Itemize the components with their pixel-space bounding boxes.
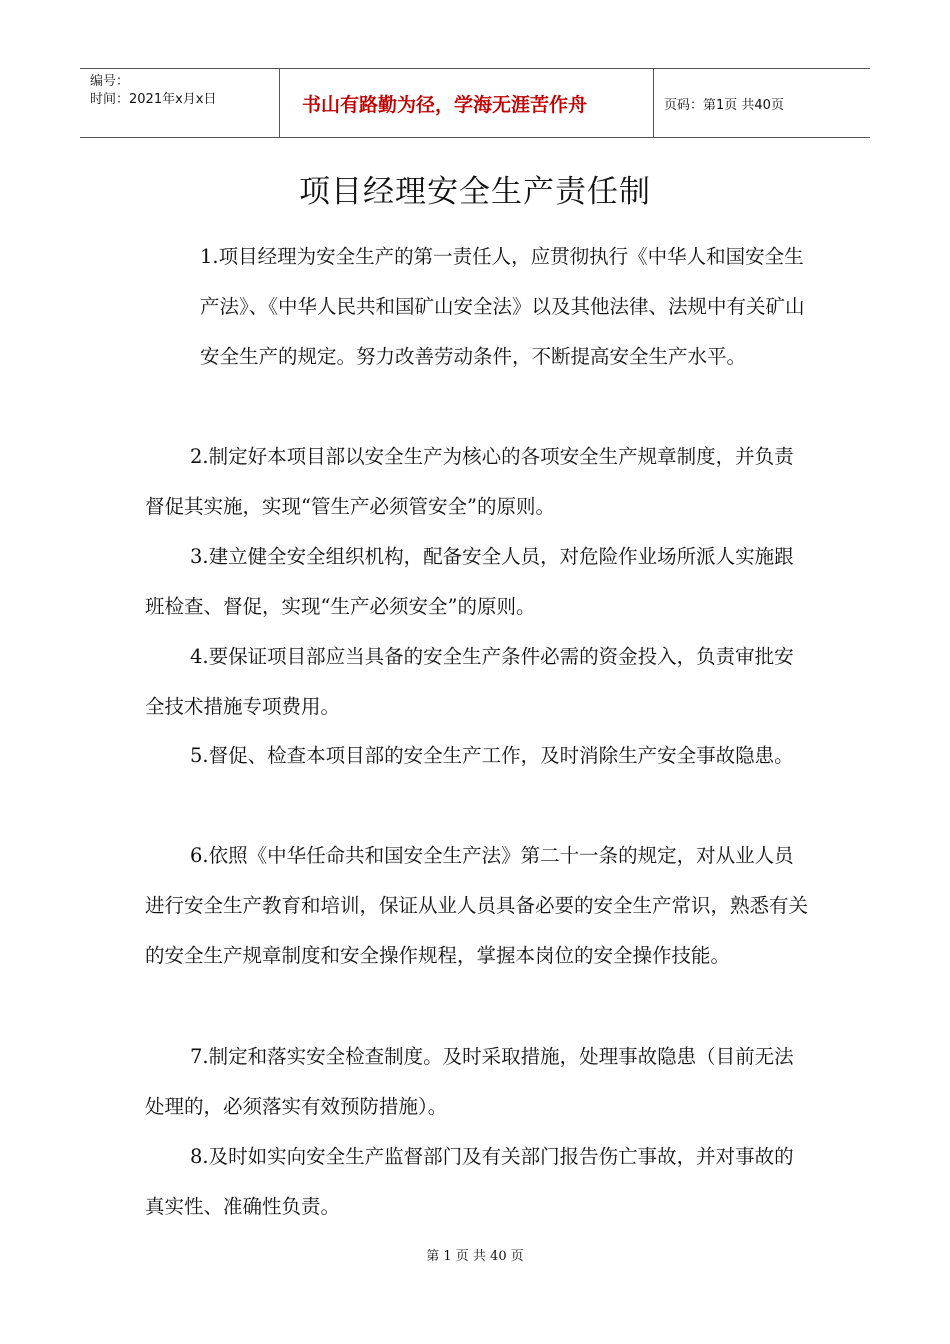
header-page-info: 页码：第1页 共40页 <box>664 97 784 113</box>
page-footer: 第 1 页 共 40 页 <box>426 1249 524 1264</box>
time-label: 时间：2021年x月x日 <box>90 92 217 107</box>
document-header <box>80 68 870 138</box>
paragraph-3: 3.建立健全安全组织机构，配备安全人员，对危险作业场所派人实施跟班检查、督促，实现“生产必须安全”的原则。 <box>145 545 794 618</box>
paragraph-7: 7.制定和落实安全检查制度。及时采取措施，处理事故隐患（目前无法处理的，必须落实有效预防措施）。 <box>145 1045 794 1118</box>
paragraph-5: 5.督促、检查本项目部的安全生产工作，及时消除生产安全事故隐患。 <box>190 744 794 767</box>
paragraph-2: 2.制定好本项目部以安全生产为核心的各项安全生产规章制度，并负责督促其实施，实现“管生产必须管安全”的原则。 <box>145 445 794 518</box>
paragraph-4: 4.要保证项目部应当具备的安全生产条件必需的资金投入，负责审批安全技术措施专项费用。 <box>145 645 794 718</box>
document-title: 项目经理安全生产责任制 <box>299 174 651 210</box>
paragraph-6: 6.依照《中华任命共和国安全生产法》第二十一条的规定，对从业人员进行安全生产教育和培训，保证从业人员具备必要的安全生产常识，熟悉有关的安全生产规章制度和安全操作规程，掌握本岗位的安全操作技能。 <box>145 844 809 967</box>
paragraph-1: 1.项目经理为安全生产的第一责任人，应贯彻执行《中华人和国安全生产法》、《中华人民共和国矿山安全法》以及其他法律、法规中有关矿山安全生产的规定。努力改善劳动条件，不断提高安全生产水平。 <box>200 245 805 368</box>
number-label: 编号： <box>90 74 130 89</box>
paragraph-8: 8.及时如实向安全生产监督部门及有关部门报告伤亡事故，并对事故的真实性、准确性负责。 <box>145 1145 794 1218</box>
header-motto: 书山有路勤为径，学海无涯苦作舟 <box>280 69 654 137</box>
header-meta <box>80 69 280 137</box>
